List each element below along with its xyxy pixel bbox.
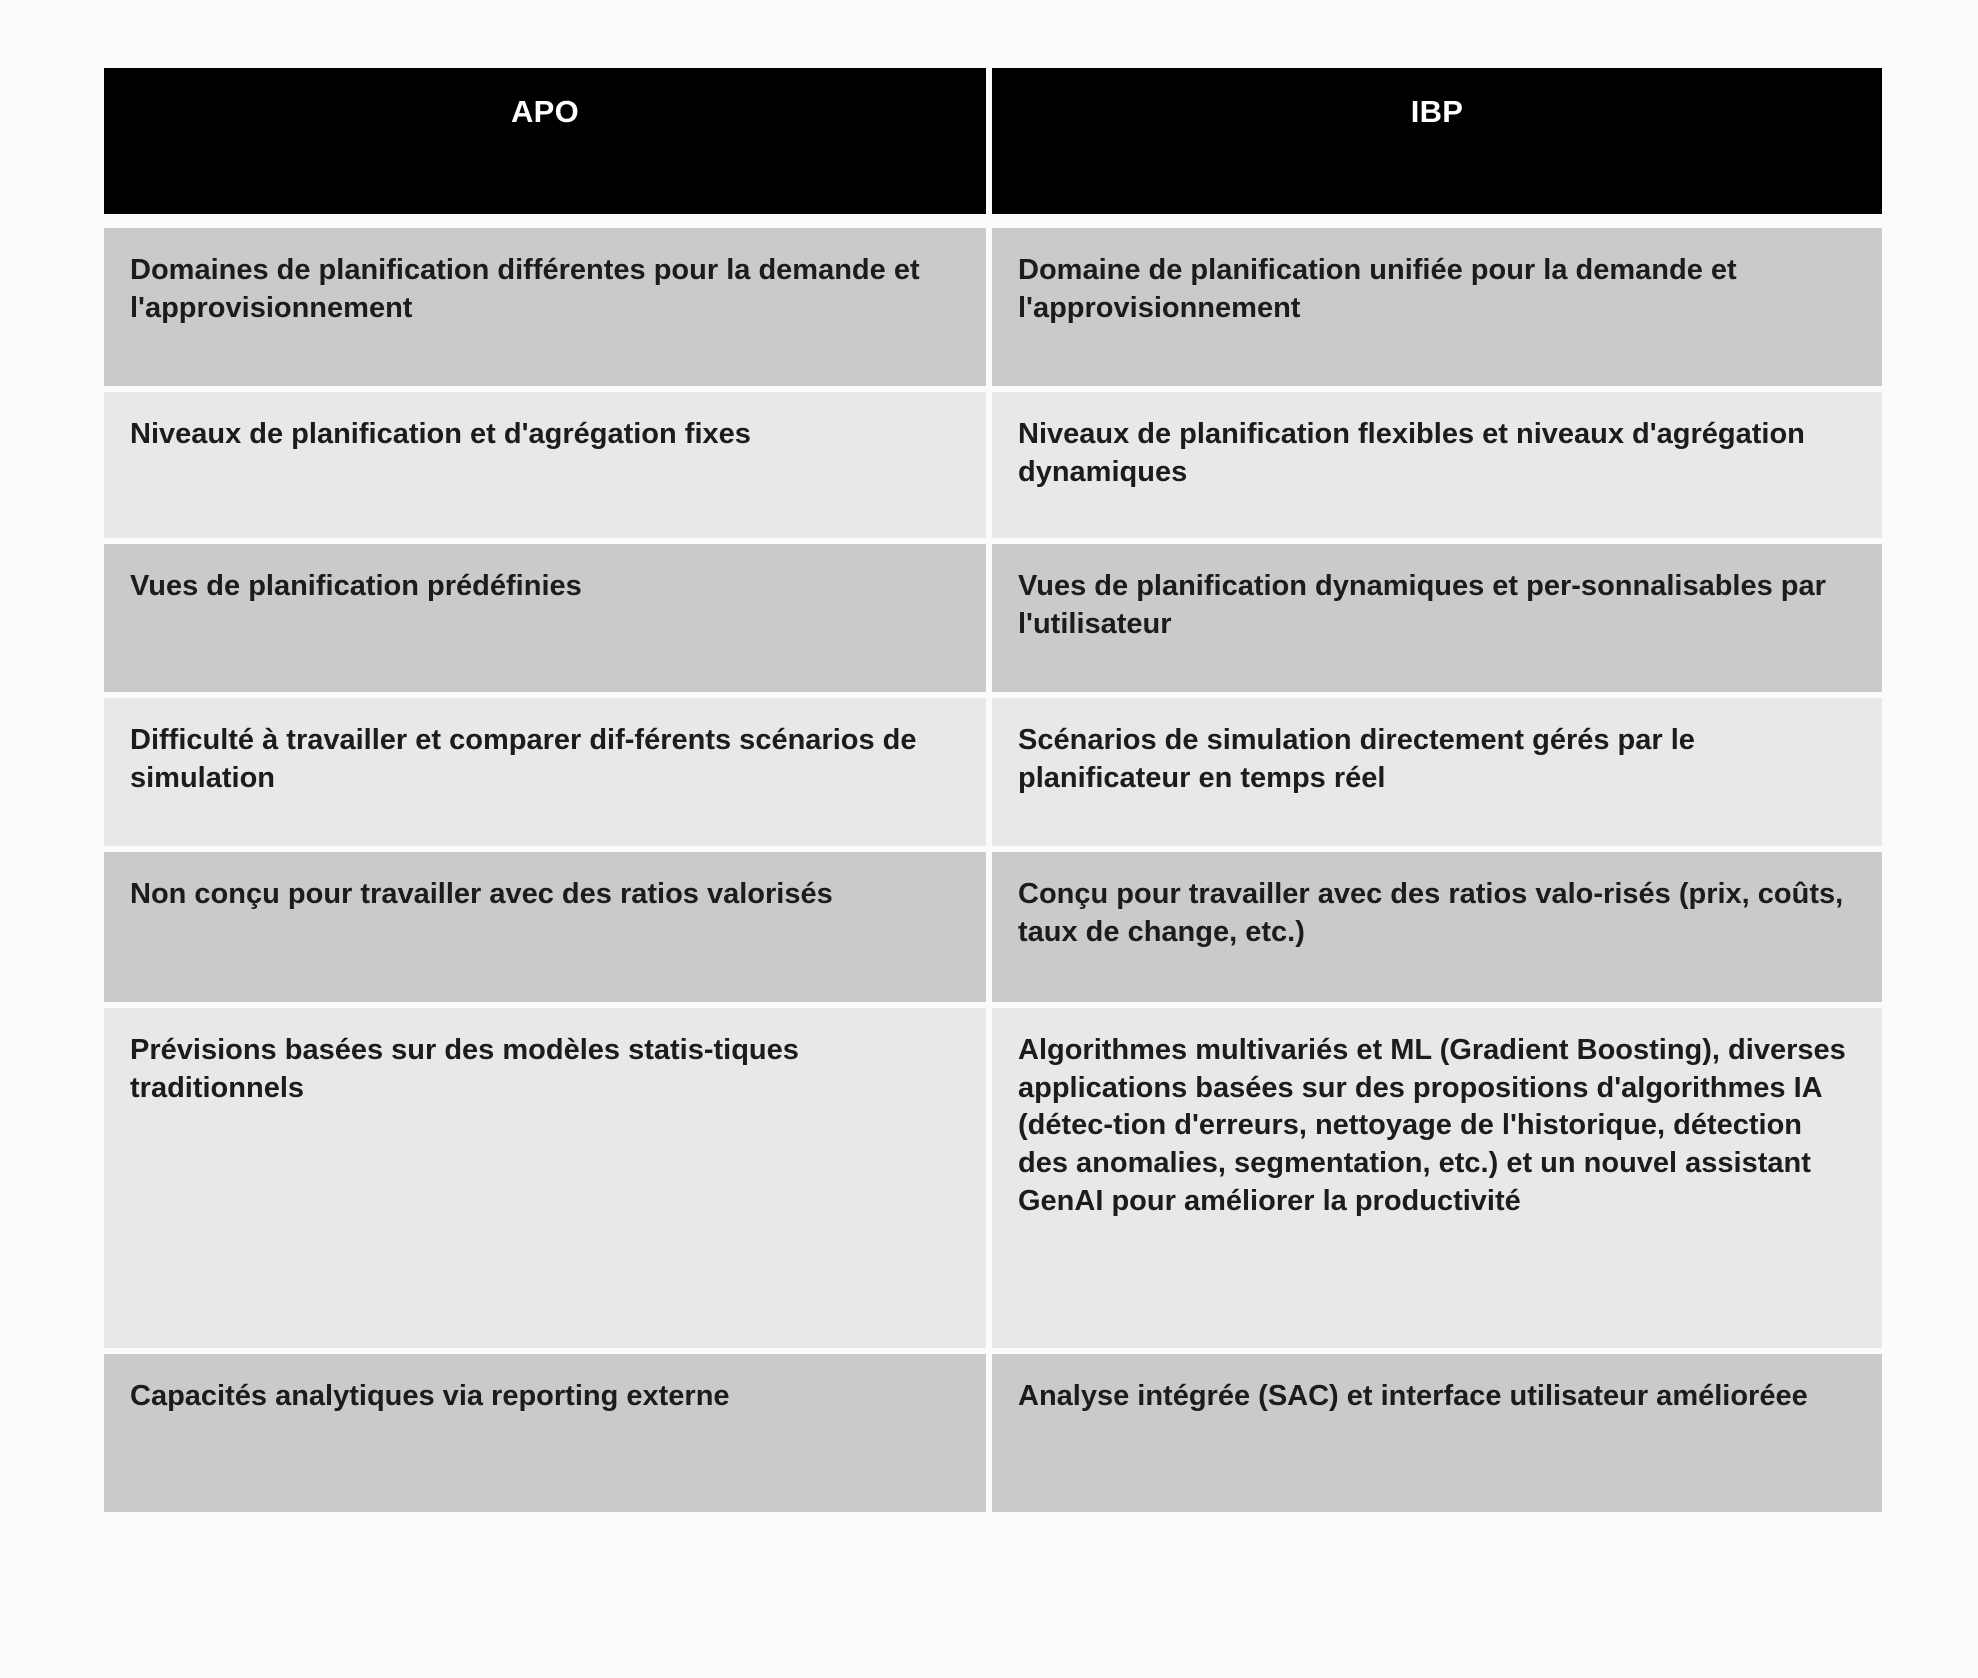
- table-row: [104, 228, 1882, 386]
- table-body: [104, 228, 1882, 1512]
- header-row: [104, 68, 1882, 214]
- cell-apo: Non conçu pour travailler avec des ratios valorisés: [104, 852, 992, 1002]
- apo-ibp-comparison-table: [104, 68, 1882, 1512]
- cell-apo: Capacités analytiques via reporting externe: [104, 1354, 992, 1512]
- cell-ibp: Domaine de planification unifiée pour la demande et l'approvisionnement: [992, 228, 1882, 386]
- table-row: [104, 1008, 1882, 1348]
- column-header-apo: APO: [104, 68, 992, 214]
- header-gap-row: [104, 214, 1882, 228]
- cell-apo: Difficulté à travailler et comparer dif-férents scénarios de simulation: [104, 698, 992, 846]
- cell-apo: Vues de planification prédéfinies: [104, 544, 992, 692]
- table-row: [104, 392, 1882, 538]
- table-row: [104, 544, 1882, 692]
- cell-ibp: Vues de planification dynamiques et per-sonnalisables par l'utilisateur: [992, 544, 1882, 692]
- cell-ibp: Algorithmes multivariés et ML (Gradient Boosting), diverses applications basées sur des propositions d'algorithmes IA (détec-tion d'erreurs, nettoyage de l'historique, détection des anomalies, segmentation, etc.) et un nouvel assistant GenAI pour améliorer la productivité: [992, 1008, 1882, 1348]
- cell-ibp: Analyse intégrée (SAC) et interface utilisateur amélioréee: [992, 1354, 1882, 1512]
- cell-ibp: Conçu pour travailler avec des ratios valo-risés (prix, coûts, taux de change, etc.): [992, 852, 1882, 1002]
- table-row: [104, 852, 1882, 1002]
- table-header: [104, 68, 1882, 228]
- cell-apo: Niveaux de planification et d'agrégation fixes: [104, 392, 992, 538]
- cell-ibp: Scénarios de simulation directement gérés par le planificateur en temps réel: [992, 698, 1882, 846]
- column-header-ibp: IBP: [992, 68, 1882, 214]
- cell-ibp: Niveaux de planification flexibles et niveaux d'agrégation dynamiques: [992, 392, 1882, 538]
- table-row: [104, 698, 1882, 846]
- cell-apo: Prévisions basées sur des modèles statis-tiques traditionnels: [104, 1008, 992, 1348]
- cell-apo: Domaines de planification différentes pour la demande et l'approvisionnement: [104, 228, 992, 386]
- table-row: [104, 1354, 1882, 1512]
- header-gap-left: [104, 214, 992, 228]
- header-gap-right: [992, 214, 1882, 228]
